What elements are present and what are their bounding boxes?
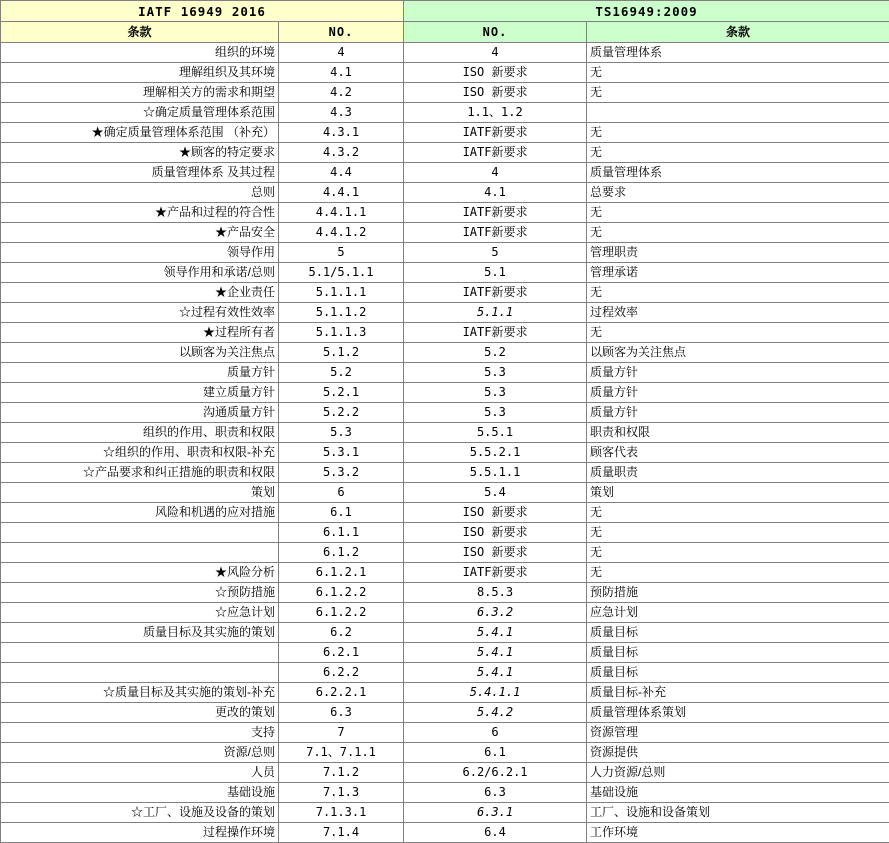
table-row — [1, 663, 889, 683]
ts-clause-cell: 应急计划 — [587, 603, 889, 623]
table-row — [1, 443, 889, 463]
ts-number-cell: IATF新要求 — [404, 323, 587, 343]
iatf-number-cell: 7.1.3 — [279, 783, 404, 803]
iatf-clause-cell: 质量管理体系 及其过程 — [1, 163, 279, 183]
table-row — [1, 103, 889, 123]
ts-clause-cell: 管理职责 — [587, 243, 889, 263]
iatf-clause-cell: 策划 — [1, 483, 279, 503]
table-row — [1, 783, 889, 803]
table-row — [1, 603, 889, 623]
iatf-number-cell: 4.2 — [279, 83, 404, 103]
table-row — [1, 503, 889, 523]
iatf-clause-cell: 领导作用和承诺/总则 — [1, 263, 279, 283]
iatf-clause-cell — [1, 523, 279, 543]
iatf-clause-cell: 风险和机遇的应对措施 — [1, 503, 279, 523]
iatf-number-cell: 6.3 — [279, 703, 404, 723]
table-row — [1, 383, 889, 403]
ts-number-cell: 5.4.1.1 — [404, 683, 587, 703]
table-row — [1, 123, 889, 143]
iatf-clause-cell: ★企业责任 — [1, 283, 279, 303]
table-row — [1, 643, 889, 663]
ts-number-cell: 6 — [404, 723, 587, 743]
table-row — [1, 623, 889, 643]
ts-number-cell: ISO 新要求 — [404, 543, 587, 563]
ts-clause-cell: 策划 — [587, 483, 889, 503]
ts-clause-cell: 无 — [587, 543, 889, 563]
table-row — [1, 43, 889, 63]
ts-number-cell: 1.1、1.2 — [404, 103, 587, 123]
ts-clause-cell: 无 — [587, 323, 889, 343]
ts-number-cell: 5.3 — [404, 363, 587, 383]
ts-clause-cell: 质量目标 — [587, 643, 889, 663]
ts-clause-cell: 无 — [587, 83, 889, 103]
table-body — [1, 43, 889, 843]
ts-clause-cell — [587, 103, 889, 123]
ts-number-cell: 5.2 — [404, 343, 587, 363]
ts-number-cell: 8.5.3 — [404, 583, 587, 603]
ts-clause-cell: 基础设施 — [587, 783, 889, 803]
table-row — [1, 223, 889, 243]
ts-clause-cell: 无 — [587, 123, 889, 143]
ts-clause-cell: 无 — [587, 63, 889, 83]
table-row — [1, 63, 889, 83]
table-row — [1, 463, 889, 483]
ts-clause-cell: 质量方针 — [587, 403, 889, 423]
ts-number-cell: 4 — [404, 163, 587, 183]
ts-number-cell: 5.5.1.1 — [404, 463, 587, 483]
iatf-number-cell: 6.1.2.1 — [279, 563, 404, 583]
table-row — [1, 403, 889, 423]
table-row — [1, 823, 889, 843]
ts-number-cell: IATF新要求 — [404, 223, 587, 243]
table-row — [1, 703, 889, 723]
iatf-clause-cell: 组织的环境 — [1, 43, 279, 63]
ts-number-cell: 5.4.1 — [404, 643, 587, 663]
iatf-clause-cell: ☆预防措施 — [1, 583, 279, 603]
iatf-number-cell: 5.1.1.2 — [279, 303, 404, 323]
iatf-clause-cell: ☆确定质量管理体系范围 — [1, 103, 279, 123]
ts-number-cell: 6.3.2 — [404, 603, 587, 623]
iatf-clause-cell: ☆应急计划 — [1, 603, 279, 623]
iatf-number-cell: 7.1、7.1.1 — [279, 743, 404, 763]
ts-clause-cell: 质量方针 — [587, 383, 889, 403]
ts-clause-cell: 质量目标 — [587, 663, 889, 683]
ts-number-cell: IATF新要求 — [404, 143, 587, 163]
ts-clause-cell: 质量职责 — [587, 463, 889, 483]
iatf-clause-cell: 理解组织及其环境 — [1, 63, 279, 83]
table-row — [1, 523, 889, 543]
ts-number-cell: IATF新要求 — [404, 123, 587, 143]
iatf-number-cell: 4.3.2 — [279, 143, 404, 163]
table-row — [1, 743, 889, 763]
ts-number-cell: 5.4.1 — [404, 623, 587, 643]
iatf-number-cell: 6.2.2.1 — [279, 683, 404, 703]
ts-clause-cell: 质量管理体系策划 — [587, 703, 889, 723]
iatf-number-cell: 5.1.1.1 — [279, 283, 404, 303]
ts-clause-cell: 无 — [587, 283, 889, 303]
table-row — [1, 423, 889, 443]
iatf-clause-cell: 过程操作环境 — [1, 823, 279, 843]
iatf-number-cell: 6 — [279, 483, 404, 503]
iatf-number-cell: 5.1.1.3 — [279, 323, 404, 343]
iatf-number-cell: 6.2.1 — [279, 643, 404, 663]
ts-number-cell: 4.1 — [404, 183, 587, 203]
ts-clause-cell: 质量目标-补充 — [587, 683, 889, 703]
ts-clause-cell: 无 — [587, 143, 889, 163]
ts-number-cell: 5 — [404, 243, 587, 263]
table-row — [1, 303, 889, 323]
iatf-clause-cell: 以顾客为关注焦点 — [1, 343, 279, 363]
iatf-number-cell: 6.1.1 — [279, 523, 404, 543]
ts-clause-cell: 无 — [587, 203, 889, 223]
iatf-number-cell: 4.4 — [279, 163, 404, 183]
iatf-clause-cell: ☆组织的作用、职责和权限-补充 — [1, 443, 279, 463]
iatf-clause-cell: 质量方针 — [1, 363, 279, 383]
iatf-clause-cell — [1, 663, 279, 683]
ts-number-cell: IATF新要求 — [404, 563, 587, 583]
ts-clause-cell: 无 — [587, 223, 889, 243]
iatf-clause-cell: 基础设施 — [1, 783, 279, 803]
table-row — [1, 483, 889, 503]
iatf-number-cell: 4.4.1.1 — [279, 203, 404, 223]
ts-number-cell: 5.3 — [404, 403, 587, 423]
iatf-clause-cell: 更改的策划 — [1, 703, 279, 723]
table-row — [1, 183, 889, 203]
ts-standard-title: TS16949:2009 — [404, 1, 889, 22]
iatf-clause-cell: 质量目标及其实施的策划 — [1, 623, 279, 643]
ts-clause-cell: 总要求 — [587, 183, 889, 203]
table-row — [1, 683, 889, 703]
ts-number-cell: 5.1 — [404, 263, 587, 283]
table-row — [1, 583, 889, 603]
table-row — [1, 723, 889, 743]
iatf-clause-cell: ☆产品要求和纠正措施的职责和权限 — [1, 463, 279, 483]
table-row — [1, 803, 889, 823]
iatf-number-cell: 6.1.2 — [279, 543, 404, 563]
ts-number-cell: ISO 新要求 — [404, 83, 587, 103]
ts-number-cell: 6.3 — [404, 783, 587, 803]
table-row — [1, 143, 889, 163]
iatf-clause-cell: ★风险分析 — [1, 563, 279, 583]
ts-clause-cell: 资源管理 — [587, 723, 889, 743]
iatf-clause-cell: 理解相关方的需求和期望 — [1, 83, 279, 103]
ts-number-cell: 6.2/6.2.1 — [404, 763, 587, 783]
iatf-number-cell: 5.1/5.1.1 — [279, 263, 404, 283]
header-ts-clause: 条款 — [587, 22, 889, 43]
iatf-number-cell: 7.1.4 — [279, 823, 404, 843]
ts-clause-cell: 过程效率 — [587, 303, 889, 323]
ts-clause-cell: 预防措施 — [587, 583, 889, 603]
iatf-number-cell: 5.2.1 — [279, 383, 404, 403]
iatf-number-cell: 4.4.1.2 — [279, 223, 404, 243]
iatf-clause-cell: 建立质量方针 — [1, 383, 279, 403]
table-row — [1, 543, 889, 563]
table-row — [1, 323, 889, 343]
table-row — [1, 283, 889, 303]
iatf-clause-cell: ★产品和过程的符合性 — [1, 203, 279, 223]
iatf-clause-cell: 沟通质量方针 — [1, 403, 279, 423]
table-row — [1, 83, 889, 103]
ts-clause-cell: 资源提供 — [587, 743, 889, 763]
ts-clause-cell: 无 — [587, 503, 889, 523]
table-header — [1, 1, 889, 43]
ts-number-cell: ISO 新要求 — [404, 523, 587, 543]
iatf-number-cell: 6.2 — [279, 623, 404, 643]
iatf-number-cell: 5.2.2 — [279, 403, 404, 423]
table-row — [1, 343, 889, 363]
table-row — [1, 563, 889, 583]
iatf-number-cell: 4.1 — [279, 63, 404, 83]
standard-title-row — [1, 1, 889, 22]
iatf-clause-cell: 领导作用 — [1, 243, 279, 263]
iatf-clause-cell: ☆工厂、设施及设备的策划 — [1, 803, 279, 823]
iatf-number-cell: 6.1.2.2 — [279, 583, 404, 603]
ts-clause-cell: 职责和权限 — [587, 423, 889, 443]
iatf-number-cell: 5.2 — [279, 363, 404, 383]
ts-clause-cell: 质量管理体系 — [587, 163, 889, 183]
iatf-clause-cell: ★产品安全 — [1, 223, 279, 243]
iatf-number-cell: 5.3 — [279, 423, 404, 443]
iatf-number-cell: 5 — [279, 243, 404, 263]
ts-number-cell: 6.4 — [404, 823, 587, 843]
ts-number-cell: ISO 新要求 — [404, 503, 587, 523]
ts-number-cell: IATF新要求 — [404, 203, 587, 223]
ts-clause-cell: 工作环境 — [587, 823, 889, 843]
iatf-number-cell: 6.1 — [279, 503, 404, 523]
iatf-number-cell: 4.3 — [279, 103, 404, 123]
table-row — [1, 163, 889, 183]
table-row — [1, 243, 889, 263]
iatf-clause-cell: ★顾客的特定要求 — [1, 143, 279, 163]
ts-clause-cell: 人力资源/总则 — [587, 763, 889, 783]
ts-clause-cell: 工厂、设施和设备策划 — [587, 803, 889, 823]
header-iatf-no: NO. — [279, 22, 404, 43]
ts-number-cell: 4 — [404, 43, 587, 63]
ts-clause-cell: 无 — [587, 523, 889, 543]
iatf-clause-cell: 组织的作用、职责和权限 — [1, 423, 279, 443]
ts-number-cell: 6.1 — [404, 743, 587, 763]
iatf-number-cell: 5.3.2 — [279, 463, 404, 483]
iatf-clause-cell: 人员 — [1, 763, 279, 783]
table-row — [1, 203, 889, 223]
iatf-clause-cell: ★确定质量管理体系范围 （补充） — [1, 123, 279, 143]
ts-number-cell: 5.5.2.1 — [404, 443, 587, 463]
iatf-number-cell: 7 — [279, 723, 404, 743]
table-row — [1, 363, 889, 383]
iatf-number-cell: 5.3.1 — [279, 443, 404, 463]
ts-number-cell: 5.3 — [404, 383, 587, 403]
table-row — [1, 763, 889, 783]
ts-number-cell: 5.4.1 — [404, 663, 587, 683]
ts-clause-cell: 质量管理体系 — [587, 43, 889, 63]
iatf-clause-cell: 总则 — [1, 183, 279, 203]
ts-clause-cell: 以顾客为关注焦点 — [587, 343, 889, 363]
ts-clause-cell: 顾客代表 — [587, 443, 889, 463]
iatf-clause-cell: 支持 — [1, 723, 279, 743]
ts-clause-cell: 管理承诺 — [587, 263, 889, 283]
ts-number-cell: 6.3.1 — [404, 803, 587, 823]
iatf-clause-cell — [1, 643, 279, 663]
ts-number-cell: ISO 新要求 — [404, 63, 587, 83]
ts-clause-cell: 质量方针 — [587, 363, 889, 383]
ts-clause-cell: 无 — [587, 563, 889, 583]
iatf-number-cell: 4.4.1 — [279, 183, 404, 203]
ts-number-cell: IATF新要求 — [404, 283, 587, 303]
iatf-number-cell: 7.1.2 — [279, 763, 404, 783]
iatf-number-cell: 5.1.2 — [279, 343, 404, 363]
iatf-number-cell: 4 — [279, 43, 404, 63]
ts-number-cell: 5.5.1 — [404, 423, 587, 443]
iatf-clause-cell: 资源/总则 — [1, 743, 279, 763]
ts-number-cell: 5.4 — [404, 483, 587, 503]
iatf-clause-cell — [1, 543, 279, 563]
header-ts-no: NO. — [404, 22, 587, 43]
column-header-row — [1, 22, 889, 43]
ts-number-cell: 5.4.2 — [404, 703, 587, 723]
iatf-clause-cell: ☆质量目标及其实施的策划-补充 — [1, 683, 279, 703]
iatf-number-cell: 7.1.3.1 — [279, 803, 404, 823]
iatf-clause-cell: ☆过程有效性效率 — [1, 303, 279, 323]
header-iatf-clause: 条款 — [1, 22, 279, 43]
iatf-number-cell: 6.2.2 — [279, 663, 404, 683]
ts-number-cell: 5.1.1 — [404, 303, 587, 323]
table-row — [1, 263, 889, 283]
iatf-clause-cell: ★过程所有者 — [1, 323, 279, 343]
iatf-number-cell: 4.3.1 — [279, 123, 404, 143]
iatf-number-cell: 6.1.2.2 — [279, 603, 404, 623]
ts-clause-cell: 质量目标 — [587, 623, 889, 643]
iatf-standard-title: IATF 16949 2016 — [1, 1, 404, 22]
